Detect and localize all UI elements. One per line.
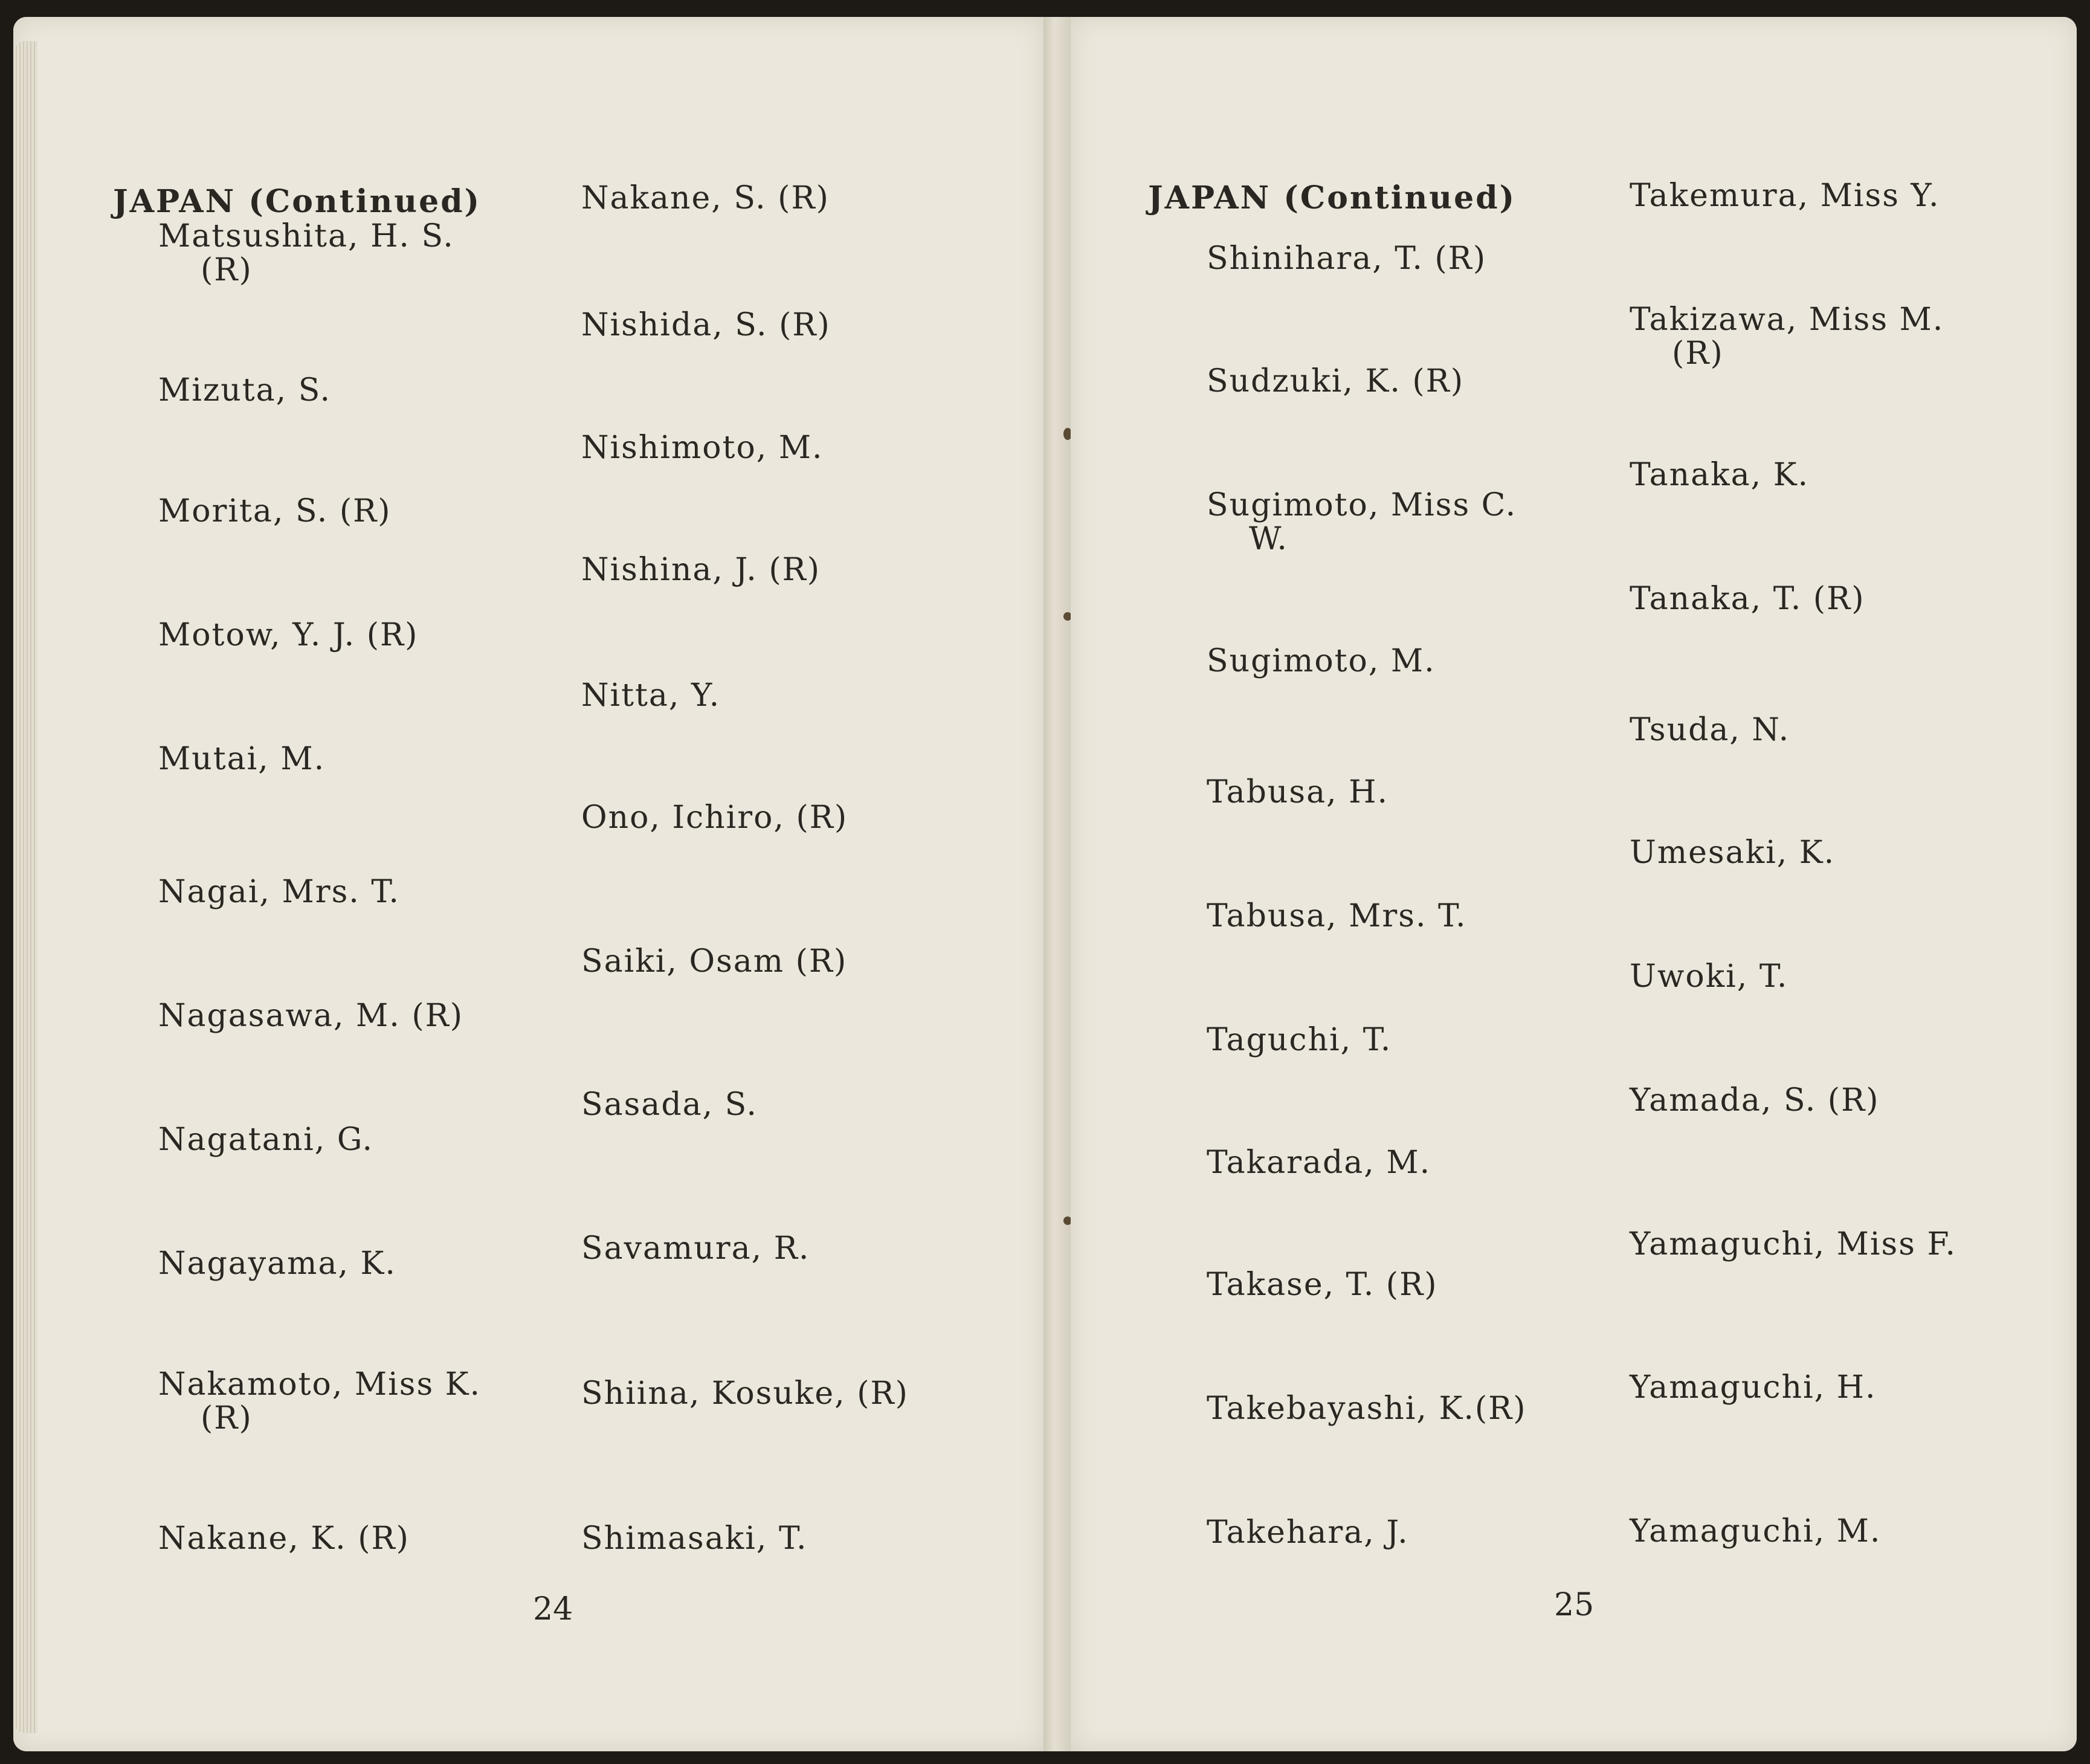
- name-entry: [581, 181, 830, 215]
- section-heading: JAPAN (Continued): [1148, 179, 1517, 216]
- name-entry: [158, 618, 418, 652]
- name-text: Tabusa, H.: [1207, 774, 1389, 810]
- name-text: Yamada, S. (R): [1630, 1082, 1880, 1119]
- name-entry: [581, 945, 847, 978]
- name-entry: [581, 1088, 758, 1122]
- name-continuation: (R): [201, 1400, 253, 1436]
- name-entry: [1630, 1084, 1880, 1117]
- name-entry: [1207, 775, 1388, 809]
- name-text: Sugimoto, M.: [1207, 643, 1436, 679]
- name-entry: [1207, 1023, 1392, 1057]
- name-text: Nagai, Mrs. T.: [158, 874, 400, 910]
- name-entry: [1207, 644, 1436, 678]
- name-entry: [1207, 1392, 1527, 1426]
- name-text: Yamaguchi, H.: [1630, 1369, 1877, 1406]
- name-entry: [1630, 1227, 1956, 1261]
- name-text: Nagasawa, M. (R): [158, 998, 464, 1034]
- name-entry: [1630, 836, 1835, 870]
- name-entry: [158, 1368, 481, 1435]
- name-continuation: (R): [201, 252, 253, 288]
- name-entry: [1630, 1371, 1877, 1404]
- name-text: Matsushita, H. S.: [158, 218, 454, 254]
- name-text: Tanaka, K.: [1630, 457, 1810, 493]
- name-text: Nakane, S. (R): [581, 180, 830, 216]
- name-text: Takase, T. (R): [1207, 1267, 1438, 1303]
- name-text: Tanaka, T. (R): [1630, 581, 1865, 617]
- name-text: Takehara, J.: [1207, 1514, 1409, 1551]
- name-text: Nakane, K. (R): [158, 1520, 410, 1557]
- name-text: Morita, S. (R): [158, 493, 392, 529]
- name-text: Takemura, Miss Y.: [1630, 178, 1940, 214]
- name-continuation: (R): [1672, 335, 1724, 372]
- name-entry: [158, 1247, 396, 1281]
- name-entry: [581, 1377, 909, 1410]
- name-text: Uwoki, T.: [1630, 958, 1788, 995]
- page-edges: [13, 41, 37, 1733]
- name-entry: [1207, 364, 1464, 398]
- name-entry: [158, 494, 392, 528]
- name-entry: [581, 801, 848, 835]
- name-entry: [1630, 713, 1790, 747]
- name-entry: [581, 553, 821, 587]
- name-text: Tsuda, N.: [1630, 712, 1790, 748]
- name-entry: [1630, 1514, 1881, 1548]
- name-text: Sasada, S.: [581, 1087, 758, 1123]
- name-text: Ono, Ichiro, (R): [581, 800, 848, 836]
- name-text: Takizawa, Miss M.: [1630, 302, 1944, 338]
- right-page: [1071, 17, 2077, 1751]
- name-entry: [1630, 303, 1944, 370]
- name-entry: [1630, 458, 1809, 492]
- name-text: Nagatani, G.: [158, 1122, 374, 1158]
- name-entry: [1630, 960, 1788, 993]
- name-entry: [158, 373, 331, 407]
- name-entry: [581, 679, 720, 712]
- name-text: Nakamoto, Miss K.: [158, 1366, 482, 1403]
- section-heading: JAPAN (Continued): [113, 183, 482, 220]
- name-text: Nishida, S. (R): [581, 307, 831, 343]
- name-entry: [581, 1232, 810, 1265]
- name-text: Umesaki, K.: [1630, 835, 1836, 871]
- name-entry: [581, 1522, 808, 1556]
- name-entry: [158, 999, 463, 1033]
- name-entry: [158, 1123, 373, 1157]
- name-entry: [1630, 179, 1940, 213]
- name-text: Yamaguchi, Miss F.: [1630, 1226, 1956, 1262]
- name-entry: [1207, 1268, 1438, 1302]
- name-entry: [158, 1522, 410, 1556]
- name-text: Mutai, M.: [158, 741, 326, 777]
- name-text: Nishimoto, M.: [581, 430, 824, 466]
- name-entry: [158, 219, 454, 287]
- name-entry: [1207, 1146, 1431, 1180]
- open-booklet: [13, 17, 2077, 1751]
- name-text: Yamaguchi, M.: [1630, 1513, 1882, 1549]
- name-text: Saiki, Osam (R): [581, 943, 848, 980]
- book-spine: [1043, 17, 1071, 1751]
- page-number: 24: [533, 1591, 573, 1627]
- name-entry: [158, 742, 325, 776]
- name-entry: [1207, 1516, 1409, 1549]
- name-text: Savamura, R.: [581, 1230, 810, 1267]
- name-entry: [1207, 242, 1486, 276]
- name-text: Sudzuki, K. (R): [1207, 363, 1465, 399]
- name-text: Mizuta, S.: [158, 372, 332, 409]
- page-number: 25: [1554, 1587, 1595, 1623]
- name-entry: [581, 308, 831, 342]
- name-text: Takarada, M.: [1207, 1145, 1431, 1181]
- name-entry: [158, 875, 400, 909]
- name-entry: [1630, 582, 1865, 616]
- left-page: [13, 17, 1043, 1751]
- name-entry: [581, 431, 824, 465]
- name-text: Taguchi, T.: [1207, 1022, 1392, 1058]
- name-entry: [1207, 488, 1517, 556]
- name-text: Motow, Y. J. (R): [158, 617, 419, 653]
- name-entry: [1207, 899, 1467, 933]
- name-text: Shinihara, T. (R): [1207, 241, 1487, 277]
- name-text: Nitta, Y.: [581, 677, 721, 714]
- name-text: Sugimoto, Miss C.: [1207, 487, 1517, 523]
- name-text: Takebayashi, K.(R): [1207, 1391, 1527, 1427]
- name-text: Shimasaki, T.: [581, 1520, 808, 1557]
- name-text: Nagayama, K.: [158, 1245, 396, 1282]
- name-text: Shiina, Kosuke, (R): [581, 1375, 909, 1412]
- name-continuation: W.: [1249, 521, 1288, 557]
- name-text: Nishina, J. (R): [581, 552, 821, 588]
- name-text: Tabusa, Mrs. T.: [1207, 898, 1467, 934]
